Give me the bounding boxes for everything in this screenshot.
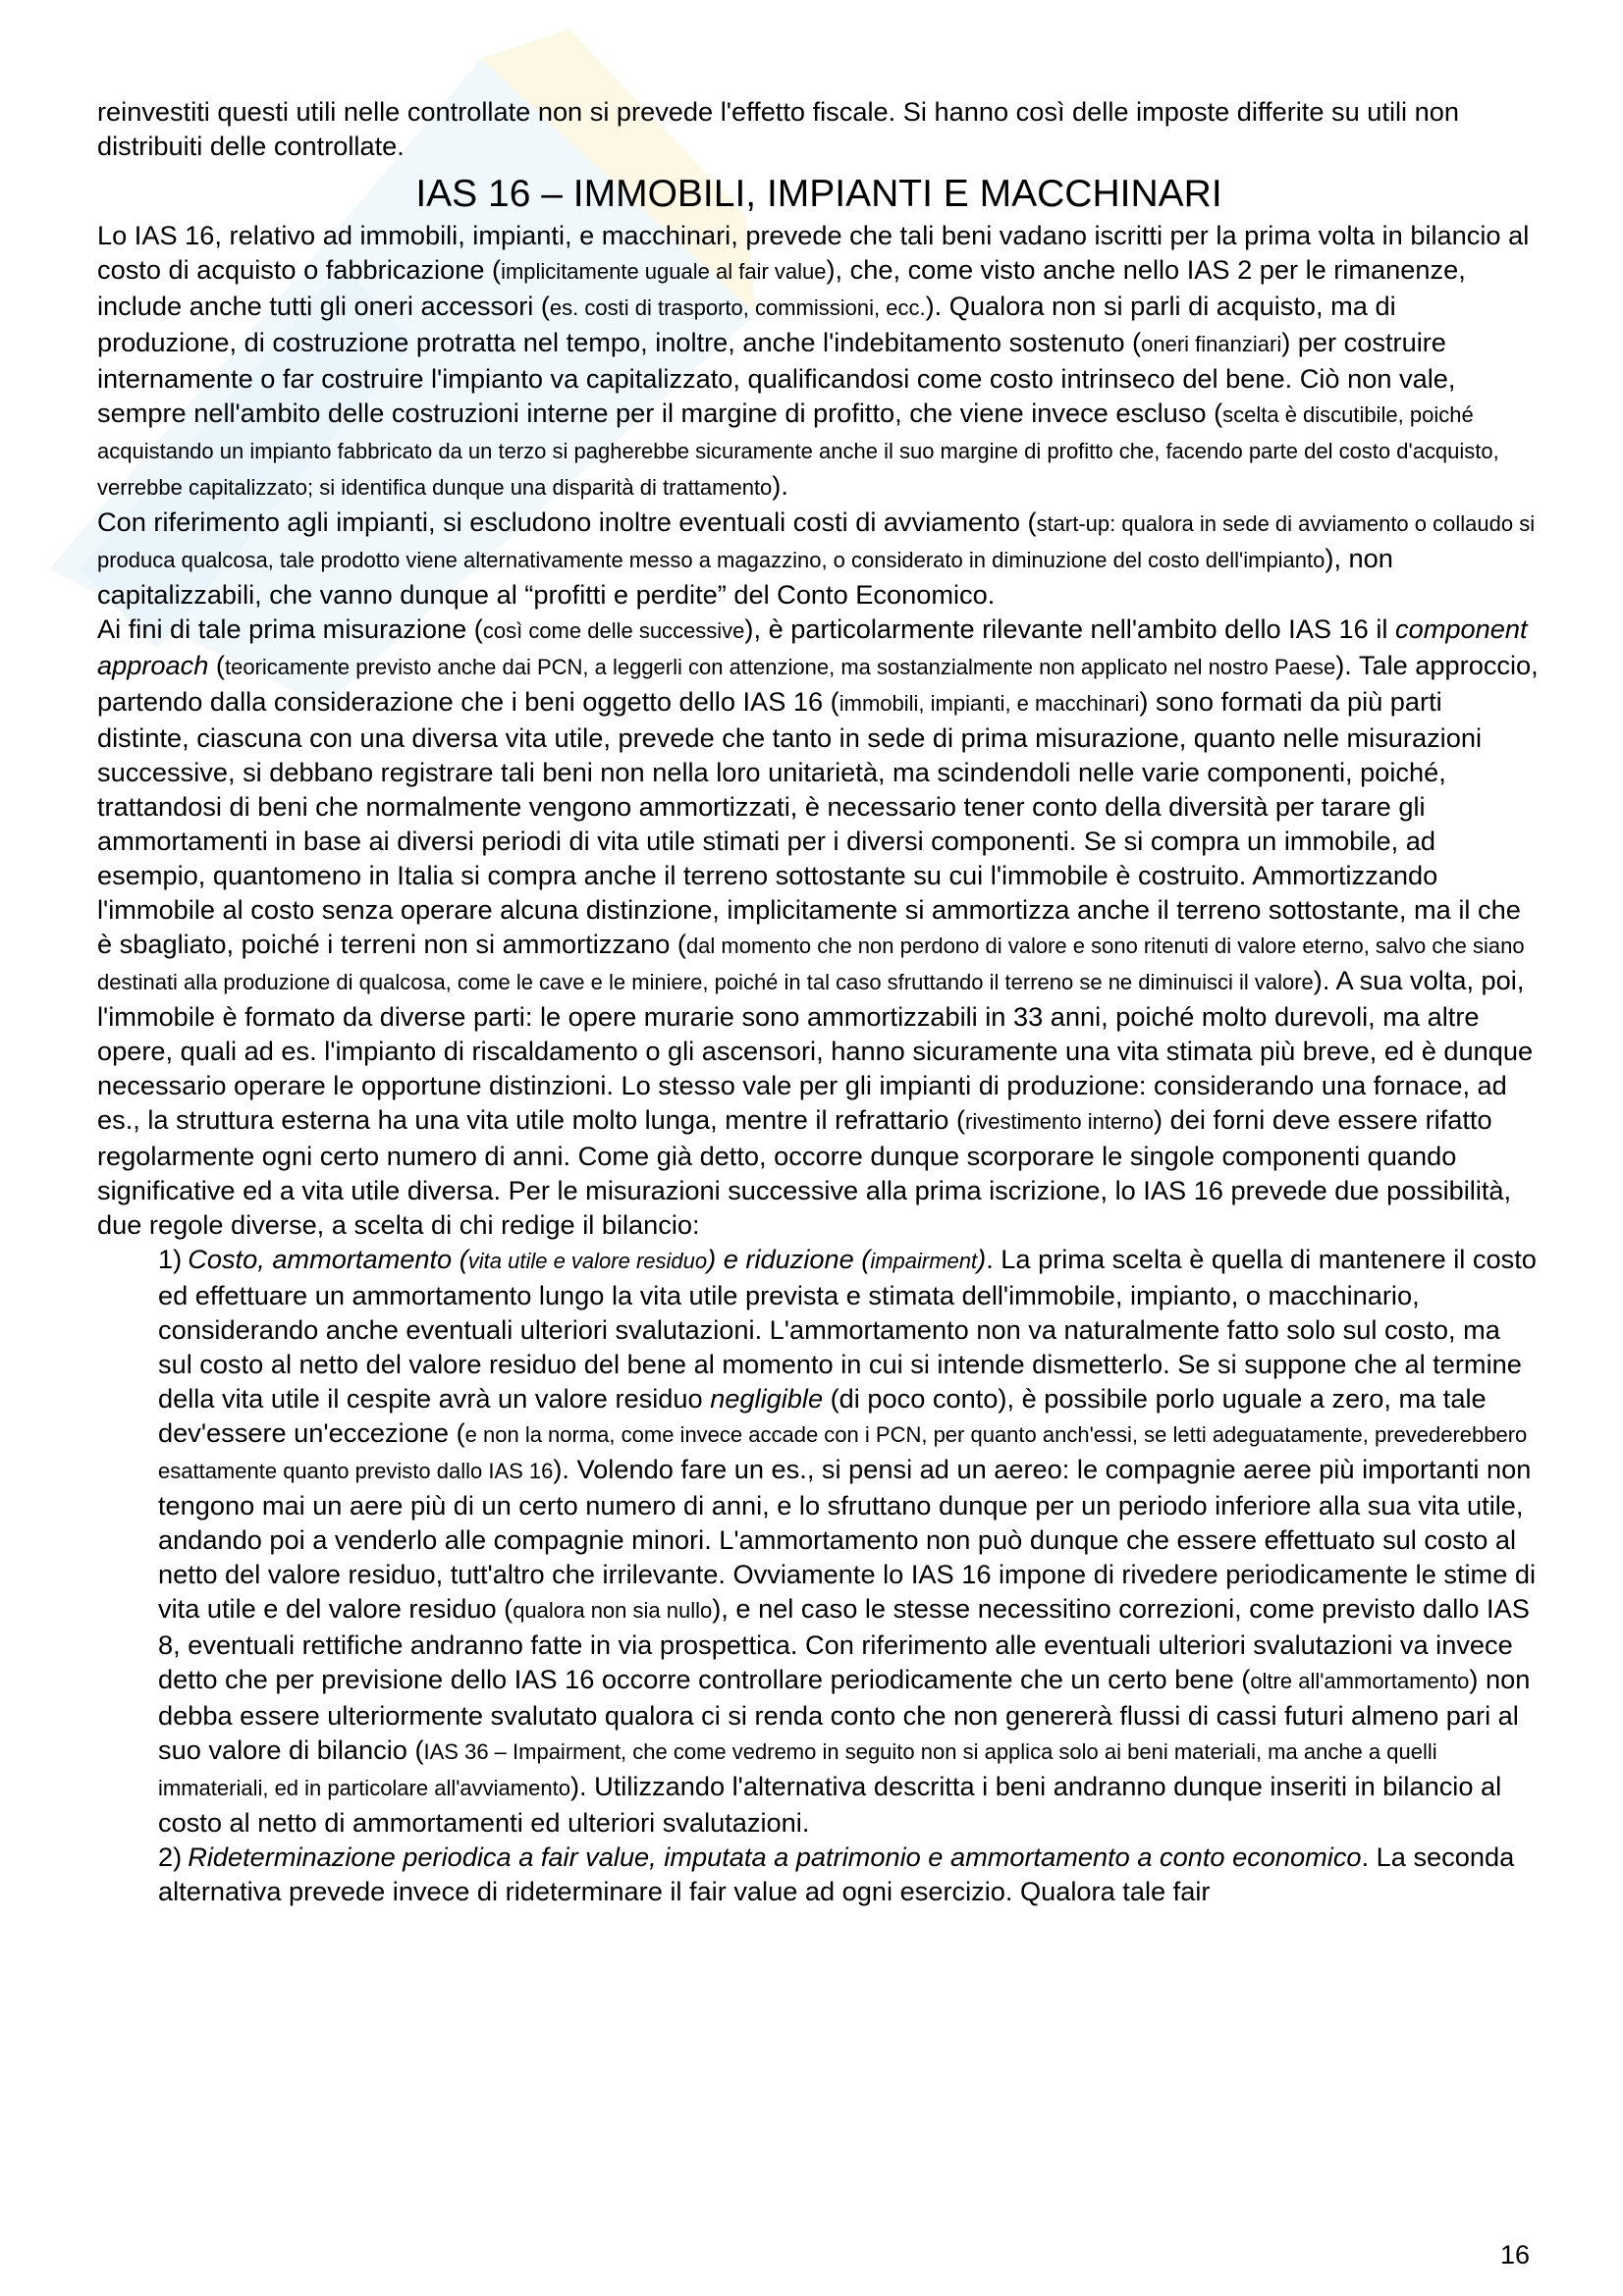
page-number: 16 xyxy=(1500,2240,1531,2269)
document-page xyxy=(97,94,1541,1908)
intro-paragraph: reinvestiti questi utili nelle controllate non si prevede l'effetto fiscale. Si hanno così delle imposte differite su utili non distribuiti delle controllate. xyxy=(97,96,1460,161)
list-item-revaluation-model: 2) Rideterminazione periodica a fair value, imputata a patrimonio e ammortamento a conto economico. La seconda alternativa prevede invece di rideterminare il fair value ad ogni esercizio. Qualora tale fair xyxy=(158,1842,1515,1906)
list-item-cost-model: 1) Costo, ammortamento (vita utile e valore residuo) e riduzione (impairment). La prima scelta è quella di mantenere il costo ed effettuare un ammortamento lungo la vita utile prevista e stimata dell'immobile, impianto, o macchinario, considerando anche eventuali ulteriori svalutazioni. L'ammortamento non va naturalmente fatto solo sul costo, ma sul costo al netto del valore residuo del bene al momento in cui si intende dismetterlo. Se si suppone che al termine della vita utile il cespite avrà un valore residuo negligible (di poco conto), è possibile porlo uguale a zero, ma tale dev'essere un'eccezione (e non la norma, come invece accade con i PCN, per quanto anch'essi, se letti adeguatamente, prevederebbero esattamente quanto previsto dallo IAS 16). Volendo fare un es., si pensi ad un aereo: le compagnie aeree più importanti non tengono mai un aere più di un certo numero di anni, e lo sfruttano dunque per un periodo inferiore alla sua vita utile, andando poi a venderlo alle compagnie minori. L'ammortamento non può dunque che essere effettuato sul costo al netto del valore residuo, tutt'altro che irrilevante. Ovviamente lo IAS 16 impone di rivedere periodicamente le stime di vita utile e del valore residuo (qualora non sia nullo), e nel caso le stesse necessitino correzioni, come previsto dallo IAS 8, eventuali rettifiche andranno fatte in via prospettica. Con riferimento alle eventuali ulteriori svalutazioni va invece detto che per previsione dello IAS 16 occorre controllare periodicamente che un certo bene (oltre all'ammortamento) non debba essere ulteriormente svalutato qualora ci si renda conto che non genererà flussi di cassi futuri almeno pari al suo valore di bilancio (IAS 36 – Impairment, che come vedremo in seguito non si applica solo ai beni materiali, ma anche a quelli immateriali, ed in particolare all'avviamento). Utilizzando l'alternativa descritta i beni andranno dunque inseriti in bilancio al costo al netto di ammortamenti ed ulteriori svalutazioni. xyxy=(158,1244,1537,1838)
paragraph-initial-measurement: Lo IAS 16, relativo ad immobili, impianti, e macchinari, prevede che tali beni vadano iscritti per la prima volta in bilancio al costo di acquisto o fabbricazione (implicitamente uguale al fair value), che, come visto anche nello IAS 2 per le rimanenze, include anche tutti gli oneri accessori (es. costi di trasporto, commissioni, ecc.). Qualora non si parli di acquisto, ma di produzione, di costruzione protratta nel tempo, inoltre, anche l'indebitamento sostenuto (oneri finanziari) per costruire internamente o far costruire l'impianto va capitalizzato, qualificandosi come costo intrinseco del bene. Ciò non vale, sempre nell'ambito delle costruzioni interne per il margine di profitto, che viene invece escluso (scelta è discutibile, poiché acquistando un impianto fabbricato da un terzo si pagherebbe sicuramente anche il suo margine di profitto che, facendo parte del costo d'acquisto, verrebbe capitalizzato; si identifica dunque una disparità di trattamento). xyxy=(97,220,1530,501)
section-title: IAS 16 – IMMOBILI, IMPIANTI E MACCHINARI xyxy=(415,173,1222,215)
paragraph-startup-costs: Con riferimento agli impianti, si escludono inoltre eventuali costi di avviamento (start-up: qualora in sede di avviamento o collaudo si produca qualcosa, tale prodotto viene alternativamente messo a magazzino, o considerato in diminuzione del costo dell'impianto), non capitalizzabili, che vanno dunque al “profitti e perdite” del Conto Economico. xyxy=(97,507,1536,610)
paragraph-component-approach: Ai fini di tale prima misurazione (così come delle successive), è particolarmente rilevante nell'ambito dello IAS 16 il component approach (teoricamente previsto anche dai PCN, a leggerli con attenzione, ma sostanzialmente non applicato nel nostro Paese). Tale approccio, partendo dalla considerazione che i beni oggetto dello IAS 16 (immobili, impianti, e macchinari) sono formati da più parti distinte, ciascuna con una diversa vita utile, prevede che tanto in sede di prima misurazione, quanto nelle misurazioni successive, si debbano registrare tali beni non nella loro unitarietà, ma scindendoli nelle varie componenti, poiché, trattandosi di beni che normalmente vengono ammortizzati, è necessario tener conto della diversità per tarare gli ammortamenti in base ai diversi periodi di vita utile stimati per i diversi componenti. Se si compra un immobile, ad esempio, quantomeno in Italia si compra anche il terreno sottostante su cui l'immobile è costruito. Ammortizzando l'immobile al costo senza operare alcuna distinzione, implicitamente si ammortizza anche il terreno sottostante, ma il che è sbagliato, poiché i terreni non si ammortizzano (dal momento che non perdono di valore e sono ritenuti di valore eterno, salvo che siano destinati alla produzione di qualcosa, come le cave e le miniere, poiché in tal caso sfruttando il terreno se ne diminuisci il valore). A sua volta, poi, l'immobile è formato da diverse parti: le opere murarie sono ammortizzabili in 33 anni, poiché molto durevoli, ma altre opere, quali ad es. l'impianto di riscaldamento o gli ascensori, hanno sicuramente una vita stimata più breve, ed è dunque necessario operare le opportune distinzioni. Lo stesso vale per gli impianti di produzione: considerando una fornace, ad es., la struttura esterna ha una vita utile molto lunga, mentre il refrattario (rivestimento interno) dei forni deve essere rifatto regolarmente ogni certo numero di anni. Come già detto, occorre dunque scorporare le singole componenti quando significative ed a vita utile diversa. Per le misurazioni successive alla prima iscrizione, lo IAS 16 prevede due possibilità, due regole diverse, a scelta di chi redige il bilancio: xyxy=(97,614,1539,1240)
measurement-options-list xyxy=(97,1242,1541,1908)
